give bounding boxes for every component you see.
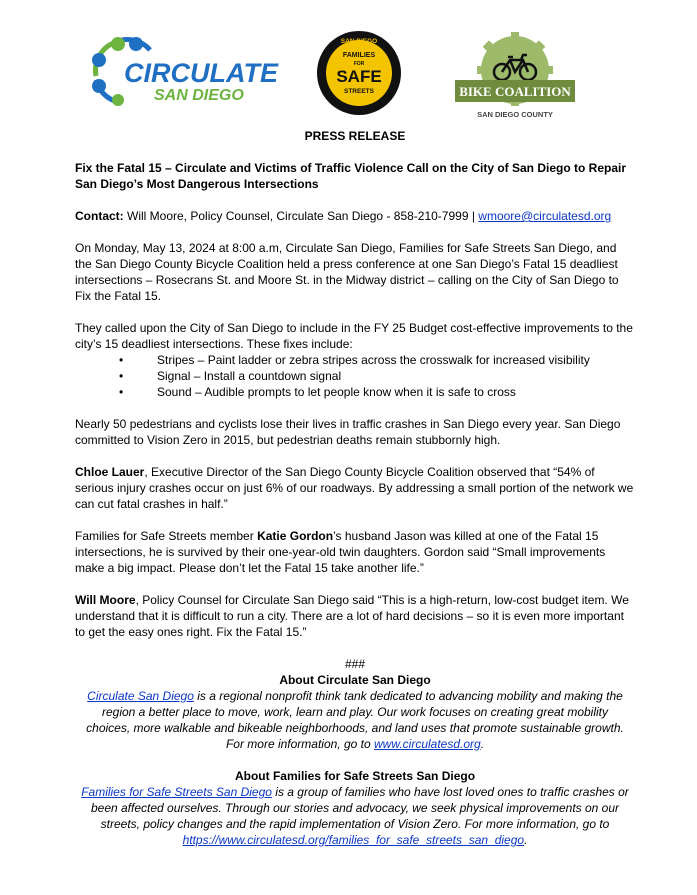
about-families-text: Families for Safe Streets San Diego is a group of families who have lost loved ones to traffic crashes or been affected ourselves. Through our stories and advocacy, we seek physical improvements on our streets, policy changes and the rapid implementation of Vision Zero. For more information, go to https://www.circulatesd.org/families_for_safe_streets_san_diego.	[81, 785, 629, 847]
contact-line	[75, 208, 635, 224]
svg-text:FOR: FOR	[353, 61, 365, 67]
contact-label: Contact:	[75, 209, 124, 223]
bike-coalition-logo	[455, 30, 575, 122]
list-item: • Signal – Install a countdown signal	[119, 369, 342, 383]
svg-text:STREETS: STREETS	[344, 88, 374, 95]
about-circulate-title: About Circulate San Diego	[279, 673, 431, 687]
about-circulate-text: Circulate San Diego is a regional nonprofit think tank dedicated to advancing mobility and making the region a better place to move, work, learn and play. Our work focuses on creating great mobility choices, more walkable and bikeable neighborhoods, and land uses that promote sustainable growth. For more information, go to www.circulatesd.org.	[86, 689, 624, 751]
families-for-safe-streets-link[interactable]: Families for Safe Streets San Diego	[81, 785, 272, 799]
families-url-link[interactable]: https://www.circulatesd.org/families_for_safe_streets_san_diego	[182, 833, 525, 847]
speaker-name: Will Moore	[75, 593, 136, 607]
svg-text:SAN DIEGO: SAN DIEGO	[340, 38, 378, 45]
circulatesd-url-link[interactable]: www.circulatesd.org	[374, 737, 481, 751]
contact-details: Will Moore, Policy Counsel, Circulate San Diego - 858-210-7999 |	[123, 209, 479, 223]
svg-text:CIRCULATE: CIRCULATE	[124, 58, 278, 88]
press-release-body	[75, 128, 635, 848]
press-release-label: PRESS RELEASE	[304, 129, 406, 143]
circulate-san-diego-logo	[88, 36, 284, 106]
speaker-name: Chloe Lauer	[75, 465, 145, 479]
svg-text:BIKE COALITION: BIKE COALITION	[459, 84, 571, 99]
list-item: • Sound – Audible prompts to let people know when it is safe to cross	[119, 385, 516, 399]
paragraph-budget-request: They called upon the City of San Diego to include in the FY 25 Budget cost-effective improvements to the city’s 15 deadliest intersections. These fixes include:	[75, 321, 633, 351]
paragraph-vision-zero: Nearly 50 pedestrians and cyclists lose their lives in traffic crashes in San Diego every year. San Diego committed to Vision Zero in 2015, but pedestrian deaths remain stubbornly high.	[75, 417, 621, 447]
list-item: • Stripes – Paint ladder or zebra stripes across the crosswalk for increased visibility	[119, 353, 590, 367]
svg-text:SAN DIEGO: SAN DIEGO	[154, 87, 244, 104]
about-families-title: About Families for Safe Streets San Diego	[234, 769, 476, 783]
paragraph-katie-gordon: Families for Safe Streets member Katie Gordon’s husband Jason was killed at one of the Fatal 15 intersections, he is survived by their one-year-old twin daughters. Gordon said “Small improvements make a big impact. Please don’t let the Fatal 15 take another life.”	[75, 529, 606, 575]
svg-text:SAN DIEGO COUNTY: SAN DIEGO COUNTY	[477, 110, 553, 119]
headline: Fix the Fatal 15 – Circulate and Victims of Traffic Violence Call on the City of San Diego to Repair San Diego’s Most Dangerous Intersections	[75, 161, 627, 191]
svg-text:SAFE: SAFE	[336, 67, 382, 86]
families-for-safe-streets-logo	[316, 30, 402, 116]
paragraph-will-moore: Will Moore, Policy Counsel for Circulate San Diego said “This is a high-return, low-cost budget item. We understand that it is difficult to run a city. There are a lot of hard decisions – so it is even more important to get the easy ones right. Fix the Fatal 15.”	[75, 593, 629, 639]
speaker-name: Katie Gordon	[257, 529, 334, 543]
paragraph-press-conference: On Monday, May 13, 2024 at 8:00 a.m, Circulate San Diego, Families for Safe Streets San Diego, and the San Diego County Bicycle Coalition held a press conference at one San Diego’s Fatal 15 deadliest intersections – Rosecrans St. and Moore St. in the Midway district – calling on the City of San Diego to Fix the Fatal 15.	[75, 241, 619, 303]
svg-text:FAMILIES: FAMILIES	[342, 52, 376, 59]
contact-email-link[interactable]: wmoore@circulatesd.org	[478, 209, 612, 223]
section-separator: ###	[344, 657, 366, 671]
fixes-list	[75, 352, 635, 400]
circulate-san-diego-link[interactable]: Circulate San Diego	[87, 689, 194, 703]
paragraph-chloe-lauer: Chloe Lauer, Executive Director of the San Diego County Bicycle Coalition observed that “54% of serious injury crashes occur on just 6% of our roadways. By addressing a small portion of the network we can cut fatal crashes in half.”	[75, 465, 634, 511]
